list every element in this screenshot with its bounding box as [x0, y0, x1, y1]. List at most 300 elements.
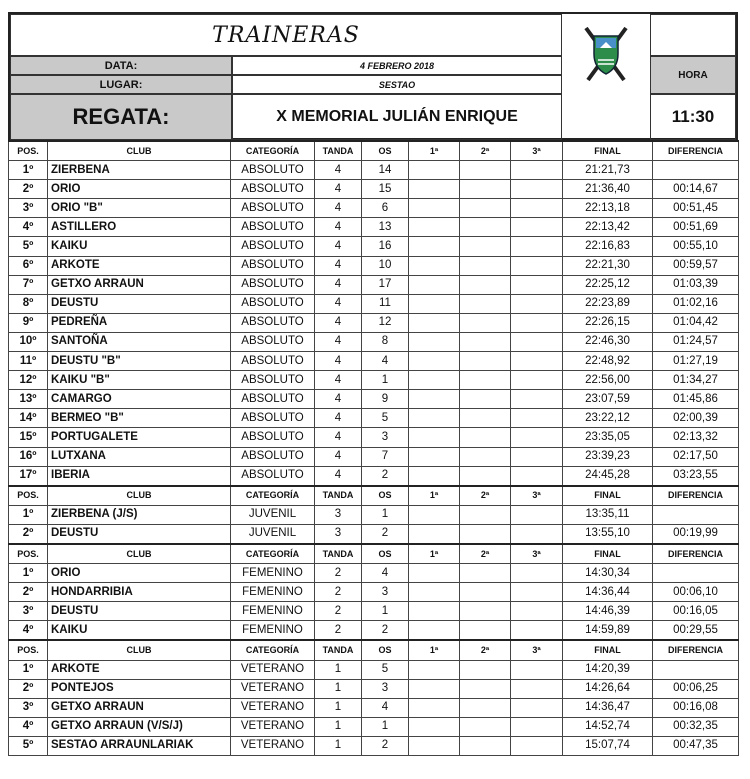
cell-p1: [409, 564, 460, 583]
cell-pos: 2º: [9, 583, 48, 602]
table-row: [9, 313, 739, 332]
section-header-row: [9, 141, 739, 161]
cell-tanda: 4: [315, 294, 362, 313]
cell-p2: [460, 524, 511, 544]
cell-p2: [460, 505, 511, 524]
column-header-tanda: TANDA: [315, 486, 362, 506]
column-header-final: FINAL: [563, 141, 653, 161]
club-crest-icon: [562, 14, 650, 94]
cell-diferencia: 00:51,69: [653, 218, 739, 237]
cell-os: 10: [362, 256, 409, 275]
column-header-p2: 2ª: [460, 486, 511, 506]
cell-diferencia: [653, 505, 739, 524]
cell-diferencia: 01:34,27: [653, 371, 739, 390]
cell-tanda: 4: [315, 313, 362, 332]
cell-diferencia: 00:06,25: [653, 679, 739, 698]
cell-p1: [409, 736, 460, 755]
column-header-p3: 3ª: [511, 640, 563, 660]
cell-categoria: ABSOLUTO: [231, 180, 315, 199]
cell-club: BERMEO "B": [48, 409, 231, 428]
cell-p1: [409, 505, 460, 524]
cell-p2: [460, 313, 511, 332]
column-header-diferencia: DIFERENCIA: [653, 640, 739, 660]
hora-label: HORA: [650, 56, 736, 94]
lugar-label: LUGAR:: [10, 75, 232, 94]
cell-categoria: FEMENINO: [231, 583, 315, 602]
cell-p1: [409, 218, 460, 237]
cell-os: 16: [362, 237, 409, 256]
cell-tanda: 1: [315, 679, 362, 698]
cell-pos: 7º: [9, 275, 48, 294]
column-header-p2: 2ª: [460, 544, 511, 564]
cell-club: GETXO ARRAUN (V/S/J): [48, 717, 231, 736]
cell-club: SANTOÑA: [48, 332, 231, 351]
cell-categoria: FEMENINO: [231, 621, 315, 641]
cell-tanda: 4: [315, 390, 362, 409]
table-row: [9, 409, 739, 428]
cell-pos: 12º: [9, 371, 48, 390]
cell-club: GETXO ARRAUN: [48, 698, 231, 717]
column-header-p3: 3ª: [511, 141, 563, 161]
section-header-row: [9, 640, 739, 660]
cell-p1: [409, 199, 460, 218]
cell-diferencia: 00:59,57: [653, 256, 739, 275]
section-header-row: [9, 544, 739, 564]
cell-categoria: FEMENINO: [231, 564, 315, 583]
column-header-tanda: TANDA: [315, 544, 362, 564]
cell-tanda: 4: [315, 466, 362, 486]
cell-p3: [511, 371, 563, 390]
cell-diferencia: 00:29,55: [653, 621, 739, 641]
cell-categoria: ABSOLUTO: [231, 218, 315, 237]
cell-os: 1: [362, 371, 409, 390]
cell-p1: [409, 371, 460, 390]
cell-diferencia: 02:17,50: [653, 447, 739, 466]
cell-os: 4: [362, 564, 409, 583]
cell-final: 14:20,39: [563, 660, 653, 679]
cell-p2: [460, 660, 511, 679]
cell-os: 2: [362, 524, 409, 544]
cell-os: 14: [362, 161, 409, 180]
cell-tanda: 4: [315, 180, 362, 199]
table-row: [9, 564, 739, 583]
column-header-p2: 2ª: [460, 640, 511, 660]
cell-categoria: ABSOLUTO: [231, 313, 315, 332]
cell-tanda: 4: [315, 237, 362, 256]
cell-club: ARKOTE: [48, 256, 231, 275]
cell-diferencia: 01:03,39: [653, 275, 739, 294]
cell-categoria: VETERANO: [231, 736, 315, 755]
cell-pos: 6º: [9, 256, 48, 275]
table-row: [9, 524, 739, 544]
cell-pos: 1º: [9, 161, 48, 180]
cell-p1: [409, 409, 460, 428]
cell-p1: [409, 180, 460, 199]
table-row: [9, 237, 739, 256]
cell-diferencia: 00:19,99: [653, 524, 739, 544]
cell-pos: 3º: [9, 602, 48, 621]
cell-final: 22:21,30: [563, 256, 653, 275]
cell-p1: [409, 161, 460, 180]
cell-p3: [511, 428, 563, 447]
column-header-diferencia: DIFERENCIA: [653, 544, 739, 564]
cell-tanda: 4: [315, 275, 362, 294]
table-row: [9, 717, 739, 736]
cell-os: 1: [362, 717, 409, 736]
cell-pos: 1º: [9, 564, 48, 583]
cell-pos: 3º: [9, 698, 48, 717]
results-table: [8, 140, 739, 756]
column-header-os: OS: [362, 544, 409, 564]
cell-tanda: 4: [315, 371, 362, 390]
column-header-pos: POS.: [9, 544, 48, 564]
cell-os: 2: [362, 621, 409, 641]
regata-label: REGATA:: [10, 94, 232, 140]
table-row: [9, 698, 739, 717]
cell-final: 14:26,64: [563, 679, 653, 698]
cell-p2: [460, 371, 511, 390]
cell-os: 2: [362, 736, 409, 755]
table-row: [9, 621, 739, 641]
cell-p1: [409, 313, 460, 332]
header-block: [8, 12, 738, 140]
cell-categoria: JUVENIL: [231, 505, 315, 524]
cell-tanda: 4: [315, 199, 362, 218]
cell-club: DEUSTU: [48, 602, 231, 621]
cell-p2: [460, 332, 511, 351]
cell-p1: [409, 524, 460, 544]
cell-os: 9: [362, 390, 409, 409]
cell-p3: [511, 352, 563, 371]
column-header-categoria: CATEGORÍA: [231, 640, 315, 660]
cell-club: ASTILLERO: [48, 218, 231, 237]
cell-club: DEUSTU: [48, 294, 231, 313]
cell-categoria: VETERANO: [231, 679, 315, 698]
cell-p3: [511, 621, 563, 641]
cell-categoria: ABSOLUTO: [231, 275, 315, 294]
cell-p2: [460, 428, 511, 447]
cell-diferencia: 03:23,55: [653, 466, 739, 486]
cell-club: HONDARRIBIA: [48, 583, 231, 602]
cell-categoria: ABSOLUTO: [231, 371, 315, 390]
cell-p2: [460, 564, 511, 583]
column-header-diferencia: DIFERENCIA: [653, 486, 739, 506]
cell-categoria: ABSOLUTO: [231, 199, 315, 218]
column-header-tanda: TANDA: [315, 640, 362, 660]
cell-p3: [511, 564, 563, 583]
table-row: [9, 352, 739, 371]
cell-p3: [511, 275, 563, 294]
cell-final: 14:52,74: [563, 717, 653, 736]
lugar-value: SESTAO: [232, 75, 562, 94]
cell-club: PEDREÑA: [48, 313, 231, 332]
table-row: [9, 428, 739, 447]
cell-pos: 11º: [9, 352, 48, 371]
cell-tanda: 4: [315, 428, 362, 447]
cell-p2: [460, 390, 511, 409]
cell-p3: [511, 237, 563, 256]
column-header-categoria: CATEGORÍA: [231, 486, 315, 506]
results-sheet: [8, 12, 738, 756]
hora-value: 11:30: [650, 94, 736, 140]
column-header-club: CLUB: [48, 640, 231, 660]
cell-os: 1: [362, 602, 409, 621]
cell-categoria: JUVENIL: [231, 524, 315, 544]
cell-tanda: 2: [315, 564, 362, 583]
cell-os: 1: [362, 505, 409, 524]
cell-os: 5: [362, 409, 409, 428]
cell-diferencia: 01:04,42: [653, 313, 739, 332]
cell-p2: [460, 256, 511, 275]
cell-p2: [460, 602, 511, 621]
cell-pos: 13º: [9, 390, 48, 409]
table-row: [9, 294, 739, 313]
cell-os: 4: [362, 352, 409, 371]
cell-p1: [409, 698, 460, 717]
column-header-p1: 1ª: [409, 486, 460, 506]
cell-os: 12: [362, 313, 409, 332]
cell-p3: [511, 505, 563, 524]
cell-diferencia: 00:06,10: [653, 583, 739, 602]
cell-os: 5: [362, 660, 409, 679]
column-header-os: OS: [362, 486, 409, 506]
cell-p2: [460, 409, 511, 428]
cell-final: 22:25,12: [563, 275, 653, 294]
cell-final: 22:23,89: [563, 294, 653, 313]
cell-p1: [409, 256, 460, 275]
cell-p2: [460, 199, 511, 218]
cell-p3: [511, 736, 563, 755]
cell-p3: [511, 390, 563, 409]
cell-p1: [409, 447, 460, 466]
cell-tanda: 3: [315, 524, 362, 544]
cell-final: 14:46,39: [563, 602, 653, 621]
cell-final: 22:48,92: [563, 352, 653, 371]
cell-os: 15: [362, 180, 409, 199]
regata-value: X MEMORIAL JULIÁN ENRIQUE: [232, 94, 562, 140]
table-row: [9, 679, 739, 698]
section-header-row: [9, 486, 739, 506]
cell-pos: 2º: [9, 524, 48, 544]
cell-categoria: ABSOLUTO: [231, 390, 315, 409]
cell-diferencia: [653, 564, 739, 583]
cell-p2: [460, 352, 511, 371]
cell-diferencia: 00:47,35: [653, 736, 739, 755]
cell-club: CAMARGO: [48, 390, 231, 409]
cell-p3: [511, 332, 563, 351]
cell-diferencia: 02:00,39: [653, 409, 739, 428]
column-header-p1: 1ª: [409, 544, 460, 564]
cell-pos: 8º: [9, 294, 48, 313]
cell-pos: 16º: [9, 447, 48, 466]
cell-p1: [409, 621, 460, 641]
table-row: [9, 218, 739, 237]
cell-diferencia: 00:32,35: [653, 717, 739, 736]
column-header-pos: POS.: [9, 486, 48, 506]
cell-final: 22:26,15: [563, 313, 653, 332]
cell-p3: [511, 660, 563, 679]
cell-p2: [460, 447, 511, 466]
cell-p3: [511, 294, 563, 313]
column-header-tanda: TANDA: [315, 141, 362, 161]
cell-club: ORIO: [48, 564, 231, 583]
cell-tanda: 1: [315, 660, 362, 679]
data-label: DATA:: [10, 56, 232, 75]
column-header-pos: POS.: [9, 141, 48, 161]
table-row: [9, 583, 739, 602]
cell-categoria: ABSOLUTO: [231, 294, 315, 313]
cell-final: 21:36,40: [563, 180, 653, 199]
cell-pos: 10º: [9, 332, 48, 351]
cell-tanda: 4: [315, 161, 362, 180]
cell-p2: [460, 275, 511, 294]
cell-os: 8: [362, 332, 409, 351]
table-row: [9, 447, 739, 466]
cell-final: 22:16,83: [563, 237, 653, 256]
cell-p2: [460, 180, 511, 199]
cell-p2: [460, 237, 511, 256]
table-row: [9, 466, 739, 486]
cell-tanda: 4: [315, 447, 362, 466]
cell-final: 22:13,42: [563, 218, 653, 237]
cell-p2: [460, 679, 511, 698]
cell-tanda: 2: [315, 602, 362, 621]
table-row: [9, 332, 739, 351]
cell-categoria: FEMENINO: [231, 602, 315, 621]
cell-final: 24:45,28: [563, 466, 653, 486]
cell-tanda: 1: [315, 717, 362, 736]
column-header-os: OS: [362, 640, 409, 660]
cell-p1: [409, 237, 460, 256]
cell-p3: [511, 583, 563, 602]
cell-pos: 2º: [9, 180, 48, 199]
column-header-diferencia: DIFERENCIA: [653, 141, 739, 161]
cell-p3: [511, 199, 563, 218]
cell-categoria: ABSOLUTO: [231, 428, 315, 447]
cell-final: 14:59,89: [563, 621, 653, 641]
cell-os: 6: [362, 199, 409, 218]
column-header-final: FINAL: [563, 544, 653, 564]
cell-p3: [511, 161, 563, 180]
data-value: 4 FEBRERO 2018: [232, 56, 562, 75]
cell-pos: 5º: [9, 736, 48, 755]
cell-os: 2: [362, 466, 409, 486]
cell-categoria: ABSOLUTO: [231, 237, 315, 256]
cell-categoria: VETERANO: [231, 660, 315, 679]
cell-p1: [409, 602, 460, 621]
cell-p2: [460, 698, 511, 717]
cell-club: LUTXANA: [48, 447, 231, 466]
cell-tanda: 1: [315, 736, 362, 755]
cell-pos: 4º: [9, 621, 48, 641]
cell-categoria: ABSOLUTO: [231, 332, 315, 351]
cell-diferencia: 01:45,86: [653, 390, 739, 409]
cell-p1: [409, 583, 460, 602]
cell-final: 14:36,44: [563, 583, 653, 602]
column-header-os: OS: [362, 141, 409, 161]
cell-pos: 2º: [9, 679, 48, 698]
cell-p1: [409, 428, 460, 447]
cell-pos: 1º: [9, 660, 48, 679]
column-header-p3: 3ª: [511, 544, 563, 564]
cell-p3: [511, 602, 563, 621]
cell-p3: [511, 717, 563, 736]
cell-club: ORIO: [48, 180, 231, 199]
column-header-final: FINAL: [563, 640, 653, 660]
cell-pos: 14º: [9, 409, 48, 428]
cell-club: KAIKU "B": [48, 371, 231, 390]
cell-p1: [409, 466, 460, 486]
cell-diferencia: [653, 660, 739, 679]
cell-diferencia: 00:16,05: [653, 602, 739, 621]
cell-p3: [511, 679, 563, 698]
cell-tanda: 4: [315, 409, 362, 428]
cell-club: GETXO ARRAUN: [48, 275, 231, 294]
cell-final: 22:56,00: [563, 371, 653, 390]
cell-club: ZIERBENA: [48, 161, 231, 180]
cell-final: 23:35,05: [563, 428, 653, 447]
cell-club: PORTUGALETE: [48, 428, 231, 447]
cell-diferencia: 02:13,32: [653, 428, 739, 447]
column-header-pos: POS.: [9, 640, 48, 660]
table-row: [9, 602, 739, 621]
table-row: [9, 180, 739, 199]
cell-pos: 15º: [9, 428, 48, 447]
cell-tanda: 2: [315, 583, 362, 602]
hora-blank: [650, 14, 736, 56]
cell-os: 4: [362, 698, 409, 717]
cell-p3: [511, 256, 563, 275]
cell-p2: [460, 218, 511, 237]
cell-categoria: ABSOLUTO: [231, 161, 315, 180]
cell-categoria: VETERANO: [231, 717, 315, 736]
cell-final: 14:30,34: [563, 564, 653, 583]
cell-diferencia: 01:02,16: [653, 294, 739, 313]
cell-diferencia: 00:16,08: [653, 698, 739, 717]
column-header-club: CLUB: [48, 141, 231, 161]
cell-pos: 17º: [9, 466, 48, 486]
column-header-p2: 2ª: [460, 141, 511, 161]
cell-tanda: 4: [315, 256, 362, 275]
cell-p2: [460, 583, 511, 602]
cell-tanda: 3: [315, 505, 362, 524]
cell-club: ORIO "B": [48, 199, 231, 218]
cell-p2: [460, 621, 511, 641]
cell-pos: 3º: [9, 199, 48, 218]
cell-os: 3: [362, 428, 409, 447]
cell-final: 22:46,30: [563, 332, 653, 351]
cell-os: 17: [362, 275, 409, 294]
column-header-p3: 3ª: [511, 486, 563, 506]
column-header-final: FINAL: [563, 486, 653, 506]
cell-p1: [409, 660, 460, 679]
cell-final: 23:39,23: [563, 447, 653, 466]
cell-os: 11: [362, 294, 409, 313]
cell-p1: [409, 717, 460, 736]
cell-categoria: ABSOLUTO: [231, 256, 315, 275]
cell-club: ARKOTE: [48, 660, 231, 679]
column-header-categoria: CATEGORÍA: [231, 141, 315, 161]
cell-categoria: ABSOLUTO: [231, 352, 315, 371]
cell-p3: [511, 524, 563, 544]
cell-categoria: VETERANO: [231, 698, 315, 717]
cell-club: ZIERBENA (J/S): [48, 505, 231, 524]
column-header-p1: 1ª: [409, 640, 460, 660]
cell-final: 14:36,47: [563, 698, 653, 717]
cell-club: DEUSTU "B": [48, 352, 231, 371]
cell-diferencia: 00:14,67: [653, 180, 739, 199]
cell-final: 13:55,10: [563, 524, 653, 544]
